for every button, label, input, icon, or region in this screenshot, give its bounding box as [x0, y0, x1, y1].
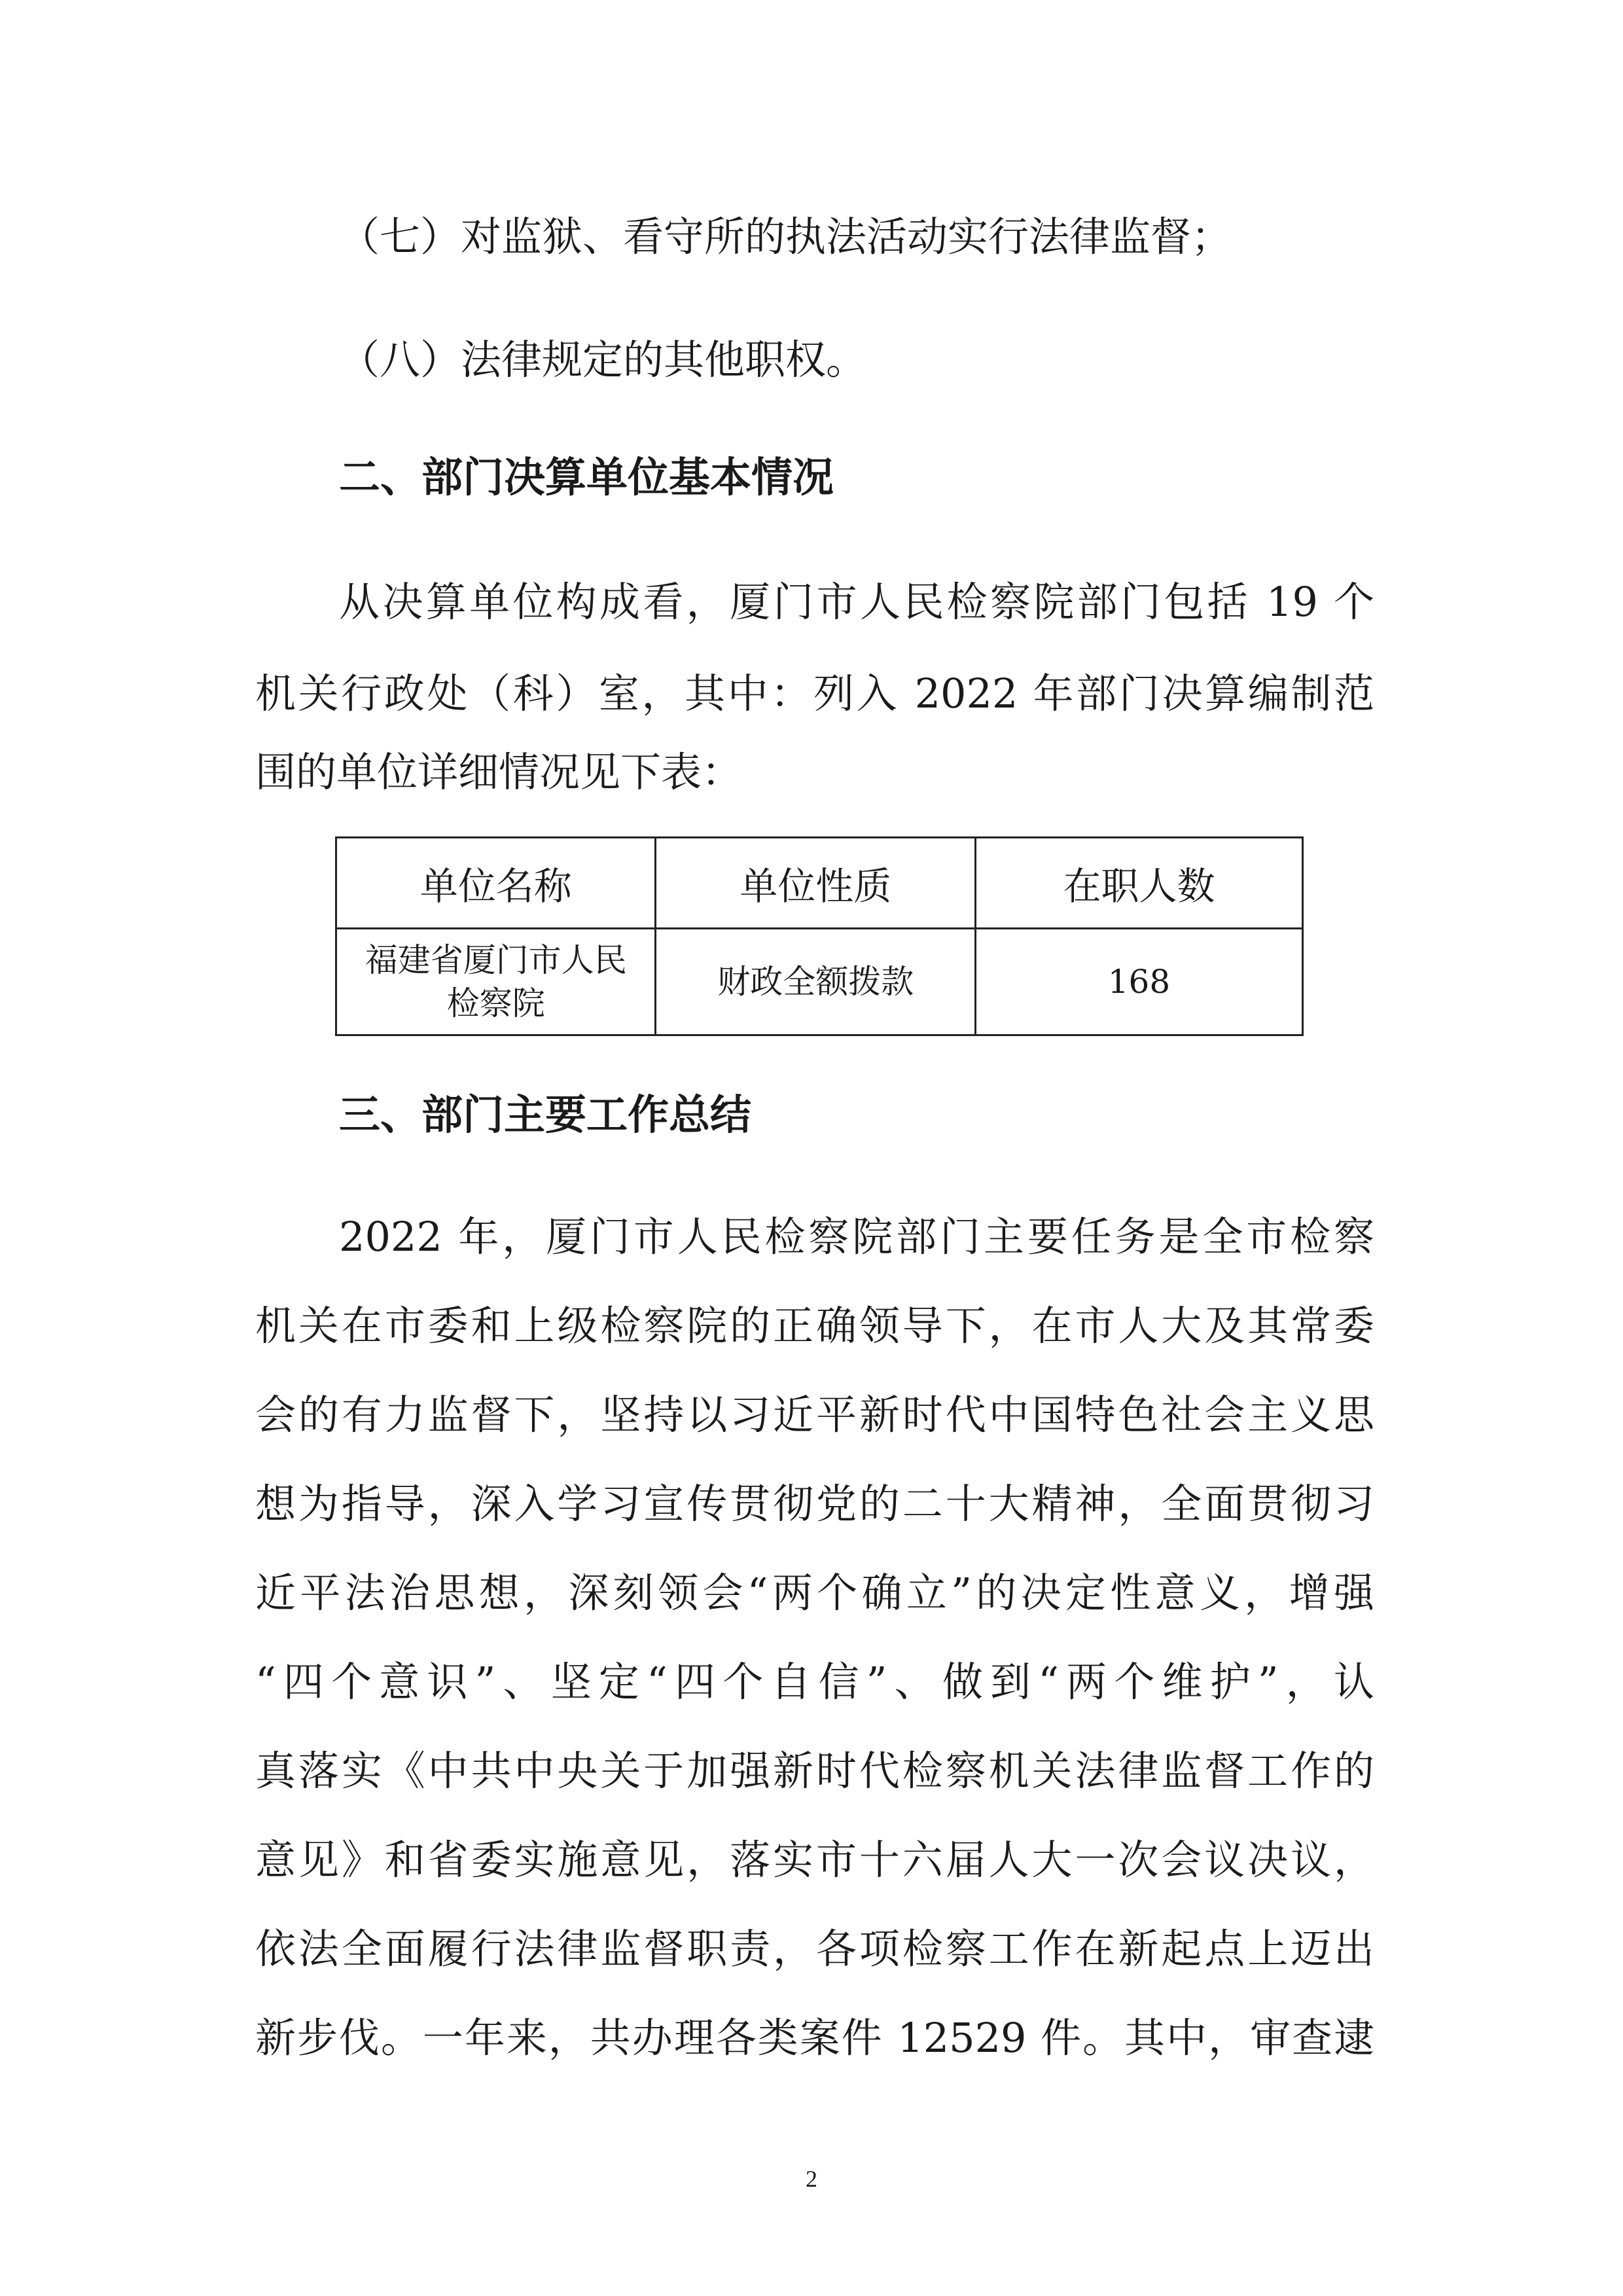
section-two-heading: 二、部门决算单位基本情况 [339, 454, 834, 501]
section-three-line-7: 真落实《中共中央关于加强新时代检察机关法律监督工作的 [255, 1747, 1374, 1795]
section-three-line-6: “四个意识”、坚定“四个自信”、做到“两个维护”，认 [255, 1658, 1374, 1706]
table-header-row [336, 838, 1303, 929]
table-cell-unit-nature: 财政全额拨款 [656, 929, 975, 1035]
section-two-line-3: 围的单位详细情况见下表： [255, 748, 743, 796]
page-number: 2 [806, 2166, 817, 2192]
table-cell-staff-count: 168 [975, 929, 1302, 1035]
section-three-line-10: 新步伐。一年来，共办理各类案件 12529 件。其中，审查逮 [255, 2014, 1374, 2062]
section-three-line-5: 近平法治思想，深刻领会“两个确立”的决定性意义，增强 [255, 1569, 1374, 1617]
table-header-unit-name: 单位名称 [336, 838, 656, 929]
unit-table [335, 836, 1304, 1036]
table-cell-unit-name [336, 929, 656, 1035]
paragraph-item-seven: （七）对监狱、看守所的执法活动实行法律监督； [339, 213, 1232, 260]
unit-name-line-1: 福建省厦门市人民 [365, 941, 627, 979]
section-three-line-2: 机关在市委和上级检察院的正确领导下，在市人大及其常委 [255, 1302, 1374, 1350]
table-header-staff-count: 在职人数 [975, 838, 1302, 929]
section-three-line-8: 意见》和省委实施意见，落实市十六届人大一次会议决议， [255, 1836, 1374, 1884]
section-three-heading: 三、部门主要工作总结 [339, 1091, 751, 1139]
section-two-line-2: 机关行政处（科）室，其中：列入 2022 年部门决算编制范 [255, 670, 1374, 717]
section-three-line-1: 2022 年，厦门市人民检察院部门主要任务是全市检察 [339, 1213, 1374, 1261]
section-two-line-1: 从决算单位构成看，厦门市人民检察院部门包括 19 个 [339, 578, 1374, 626]
section-three-line-9: 依法全面履行法律监督职责，各项检察工作在新起点上迈出 [255, 1925, 1374, 1973]
section-three-line-4: 想为指导，深入学习宣传贯彻党的二十大精神，全面贯彻习 [255, 1480, 1374, 1528]
unit-name-line-2: 检察院 [446, 984, 545, 1022]
table-header-unit-nature: 单位性质 [656, 838, 975, 929]
section-three-line-3: 会的有力监督下，坚持以习近平新时代中国特色社会主义思 [255, 1391, 1374, 1439]
table-row [336, 929, 1303, 1035]
paragraph-item-eight: （八）法律规定的其他职权。 [339, 336, 867, 384]
